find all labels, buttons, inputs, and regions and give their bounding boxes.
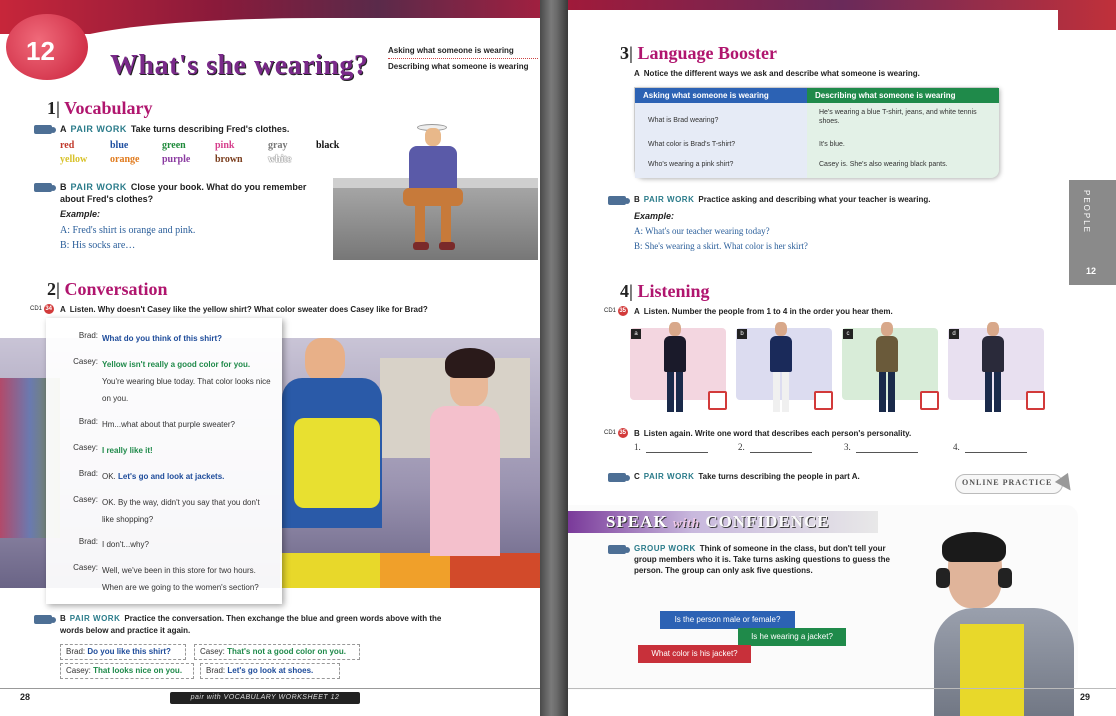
order-answer-box[interactable]	[814, 391, 833, 410]
vocab-heading: 1| Vocabulary	[47, 98, 153, 118]
book-gutter	[540, 0, 568, 716]
table-cell-answer: He's wearing a blue T-shirt, jeans, and white tennis shoes.	[819, 109, 977, 125]
answer-blank[interactable]	[856, 452, 918, 453]
answer-blank[interactable]	[750, 452, 812, 453]
language-table	[634, 87, 998, 177]
swap-phrase-box	[200, 663, 340, 679]
swap-speaker: Brad:	[206, 666, 226, 675]
speaker-name: Casey:	[73, 495, 98, 504]
vocab-a-instruction: A PAIR WORK Take turns describing Fred's clothes.	[60, 124, 290, 134]
cd-track-b: CD1 35	[604, 430, 627, 436]
table-cell-answer: It's blue.	[819, 141, 845, 148]
cd-track: CD1 34	[30, 306, 53, 312]
speaker-name: Casey:	[73, 563, 98, 572]
table-header-describing: Describing what someone is wearing	[807, 88, 999, 103]
conversation-line	[46, 442, 276, 459]
line-text: OK. By the way, didn't you say that you don't like shopping?	[102, 498, 260, 524]
worksheet-ref: pair with VOCABULARY WORKSHEET 12	[170, 692, 360, 704]
conversation-line	[46, 494, 276, 528]
order-answer-box[interactable]	[920, 391, 939, 410]
conv-a-instruction: A Listen. Why doesn't Casey like the yellow shirt? What color sweater does Casey like for Brad?	[60, 305, 428, 314]
right-example-2: B: She's wearing a skirt. What color is her skirt?	[634, 241, 808, 251]
line-text: OK.	[102, 472, 116, 481]
swap-text: Do you like this shirt?	[87, 647, 171, 656]
table-cell-question: What is Brad wearing?	[648, 117, 719, 124]
person-letter: d	[949, 329, 959, 339]
example-line-2: B: His socks are…	[60, 240, 136, 251]
pair-work-icon	[608, 473, 626, 482]
swap-text: That's not a good color on you.	[227, 647, 346, 656]
speaker-name: Brad:	[78, 537, 98, 546]
color-word-brown: brown	[215, 154, 243, 165]
answer-blank[interactable]	[646, 452, 708, 453]
pair-work-icon	[608, 196, 626, 205]
blank-number: 3.	[844, 442, 851, 452]
speak-instruction: GROUP WORK Think of someone in the class, but don't tell your group members who it is. Take turns asking questions to guess the person. The group can only ask five questions.	[634, 544, 890, 575]
speaker-name: Casey:	[73, 443, 98, 452]
blank-number: 1.	[634, 442, 641, 452]
pair-work-icon	[34, 183, 52, 192]
unit-goals	[388, 46, 538, 71]
listen-c-instruction: C PAIR WORK Take turns describing the people in part A.	[634, 472, 860, 481]
conv-b-instruction: B PAIR WORK Practice the conversation. Then exchange the blue and green words above with the words below and practice it again.	[60, 614, 442, 635]
page-number-left: 28	[20, 692, 31, 702]
right-example-1: A: What's our teacher wearing today?	[634, 226, 770, 236]
speaker-name: Brad:	[78, 417, 98, 426]
swap-word: Yellow isn't really a good color for you.	[102, 360, 251, 369]
conversation-line	[46, 562, 276, 596]
example-line-1: A: Fred's shirt is orange and pink.	[60, 225, 196, 236]
swap-speaker: Brad:	[66, 647, 86, 656]
person-figure	[770, 322, 792, 414]
color-word-white: white	[268, 154, 292, 165]
swap-word: Let's go and look at jackets.	[118, 472, 225, 481]
listen-b-instruction: B Listen again. Write one word that describes each person's personality.	[634, 429, 912, 438]
lb-heading: 3| Language Booster	[620, 43, 777, 63]
question-bubble-2: Is he wearing a jacket?	[738, 628, 846, 646]
table-cell-answer: Casey is. She's also wearing black pants.	[819, 161, 948, 168]
pair-work-icon	[34, 615, 52, 624]
person-letter: a	[631, 329, 641, 339]
conversation-line	[46, 468, 276, 485]
order-answer-box[interactable]	[708, 391, 727, 410]
left-page	[0, 0, 540, 716]
speaker-name: Casey:	[73, 357, 98, 366]
goal-1: Asking what someone is wearing	[388, 46, 538, 59]
conversation-line	[46, 536, 276, 553]
speak-title: SPEAK with CONFIDENCE	[606, 512, 830, 531]
fred-illustration	[333, 118, 538, 260]
group-work-icon	[608, 545, 626, 554]
conversation-line	[46, 330, 276, 347]
swap-word: What do you think of this shirt?	[102, 334, 222, 343]
color-word-green: green	[162, 140, 186, 151]
line-text: I don't...why?	[102, 540, 149, 549]
color-word-gray: gray	[268, 140, 288, 151]
question-bubble-3: What color is his jacket?	[638, 645, 751, 663]
swap-word: I really like it!	[102, 446, 153, 455]
page-title: What's she wearing?	[110, 50, 369, 81]
cd-track-a: CD1 35	[604, 308, 627, 314]
person-letter: c	[843, 329, 853, 339]
person-figure	[982, 322, 1004, 414]
person-letter: b	[737, 329, 747, 339]
person-figure	[876, 322, 898, 414]
blank-number: 4.	[953, 442, 960, 452]
lb-a-instruction: A Notice the different ways we ask and describe what someone is wearing.	[634, 69, 920, 78]
color-word-red: red	[60, 140, 75, 151]
side-tab-label: PEOPLE	[1082, 190, 1091, 235]
answer-blank[interactable]	[965, 452, 1027, 453]
listen-a-instruction: A Listen. Number the people from 1 to 4 in the order you hear them.	[634, 307, 893, 316]
question-bubble-1: Is the person male or female?	[660, 611, 795, 629]
speaker-name: Brad:	[78, 469, 98, 478]
page-number-right: 29	[1080, 692, 1091, 702]
swap-speaker: Casey:	[200, 647, 225, 656]
person-figure	[664, 322, 686, 414]
color-word-black: black	[316, 140, 340, 151]
conversation-line	[46, 356, 276, 407]
online-practice-label: ONLINE PRACTICE	[962, 478, 1053, 487]
conversation-line	[46, 416, 276, 433]
vocab-b-instruction: B PAIR WORK Close your book. What do you remember about Fred's clothes?	[60, 182, 307, 204]
line-text: You're wearing blue today. That color looks nice on you.	[102, 377, 271, 403]
swap-text: That looks nice on you.	[93, 666, 183, 675]
color-word-pink: pink	[215, 140, 235, 151]
line-text: Well, we've been in this store for two hours. When are we going to the women's section?	[102, 566, 259, 592]
conversation-box	[46, 318, 282, 604]
listening-heading: 4| Listening	[620, 281, 710, 301]
swap-phrase-box	[60, 663, 194, 679]
color-word-yellow: yellow	[60, 154, 88, 165]
swap-speaker: Casey:	[66, 666, 91, 675]
conversation-heading: 2| Conversation	[47, 279, 168, 299]
swap-text: Let's go look at shoes.	[227, 666, 314, 675]
color-word-purple: purple	[162, 154, 191, 165]
table-header-asking: Asking what someone is wearing	[635, 88, 807, 103]
table-cell-question: What color is Brad's T-shirt?	[648, 141, 736, 148]
swap-phrase-box	[60, 644, 186, 660]
swap-phrase-box	[194, 644, 360, 660]
side-tab-number: 12	[1086, 266, 1097, 276]
example-label: Example:	[60, 209, 101, 219]
right-footer-rule	[568, 688, 1116, 689]
speaker-name: Brad:	[78, 331, 98, 340]
color-word-orange: orange	[110, 154, 140, 165]
blank-number: 2.	[738, 442, 745, 452]
line-text: Hm...what about that purple sweater?	[102, 420, 235, 429]
table-cell-question: Who's wearing a pink shirt?	[648, 161, 734, 168]
pair-work-icon	[34, 125, 52, 134]
goal-2: Describing what someone is wearing	[388, 62, 529, 71]
unit-number: 12	[26, 36, 55, 66]
lb-b-instruction: B PAIR WORK Practice asking and describing what your teacher is wearing.	[634, 195, 931, 204]
example-label-right: Example:	[634, 211, 675, 221]
left-footer-rule	[0, 688, 540, 689]
color-word-blue: blue	[110, 140, 129, 151]
order-answer-box[interactable]	[1026, 391, 1045, 410]
